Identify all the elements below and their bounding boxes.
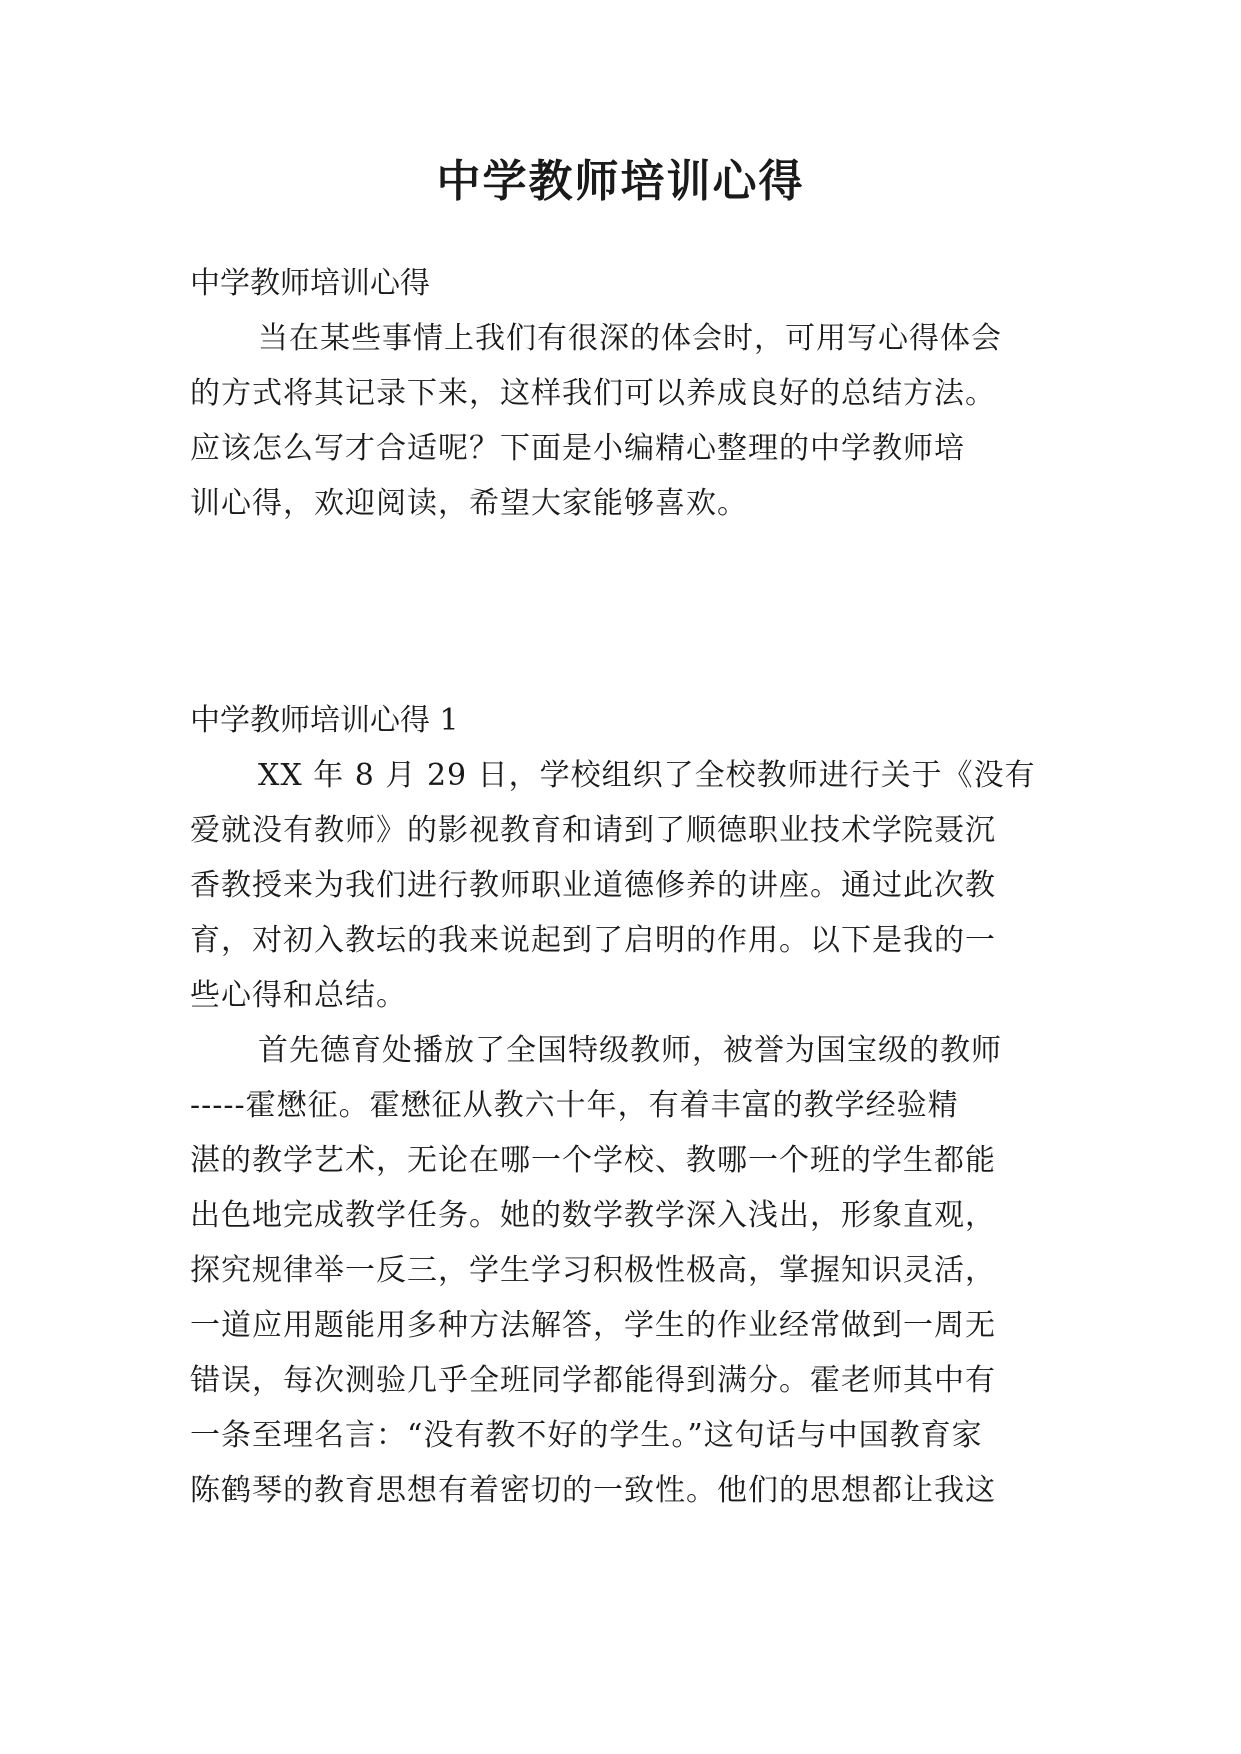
section-1-heading: 中学教师培训心得 1 (190, 703, 459, 738)
paragraph-2-line: 一道应用题能用多种方法解答，学生的作业经常做到一周无 (190, 1308, 996, 1343)
intro-section (190, 256, 1050, 531)
paragraph-2-line: 陈鹤琴的教育思想有着密切的一致性。他们的思想都让我这 (190, 1473, 996, 1508)
paragraph-2-line: 首先德育处播放了全国特级教师，被誉为国宝级的教师 (258, 1033, 1002, 1068)
paragraph-1-line: 育，对初入教坛的我来说起到了启明的作用。以下是我的一 (190, 923, 996, 958)
paragraph-2-line: -----霍懋征。霍懋征从教六十年，有着丰富的教学经验精 (190, 1088, 959, 1123)
paragraph-2-line: 错误，每次测验几乎全班同学都能得到满分。霍老师其中有 (190, 1363, 996, 1398)
intro-line: 应该怎么写才合适呢？下面是小编精心整理的中学教师培 (190, 431, 965, 466)
paragraph-2-line: 出色地完成教学任务。她的数学教学深入浅出，形象直观， (190, 1198, 996, 1233)
intro-heading: 中学教师培训心得 (190, 266, 430, 301)
intro-line: 训心得，欢迎阅读，希望大家能够喜欢。 (190, 486, 748, 521)
intro-line: 的方式将其记录下来，这样我们可以养成良好的总结方法。 (190, 376, 996, 411)
paragraph-2-line: 一条至理名言：“没有教不好的学生。”这句话与中国教育家 (190, 1418, 983, 1453)
paragraph-1-line: 香教授来为我们进行教师职业道德修养的讲座。通过此次教 (190, 868, 996, 903)
intro-line: 当在某些事情上我们有很深的体会时，可用写心得体会 (258, 321, 1002, 356)
paragraph-2-line: 探究规律举一反三，学生学习积极性极高，掌握知识灵活， (190, 1253, 996, 1288)
paragraph-1-line: XX 年 8 月 29 日，学校组织了全校教师进行关于《没有 (258, 758, 1036, 793)
document-title: 中学教师培训心得 (436, 156, 805, 207)
paragraph-1-line: 爱就没有教师》的影视教育和请到了顺德职业技术学院聂沉 (190, 813, 996, 848)
section-1 (190, 693, 1050, 1518)
paragraph-1-line: 些心得和总结。 (190, 978, 407, 1013)
paragraph-2-line: 湛的教学艺术，无论在哪一个学校、教哪一个班的学生都能 (190, 1143, 996, 1178)
